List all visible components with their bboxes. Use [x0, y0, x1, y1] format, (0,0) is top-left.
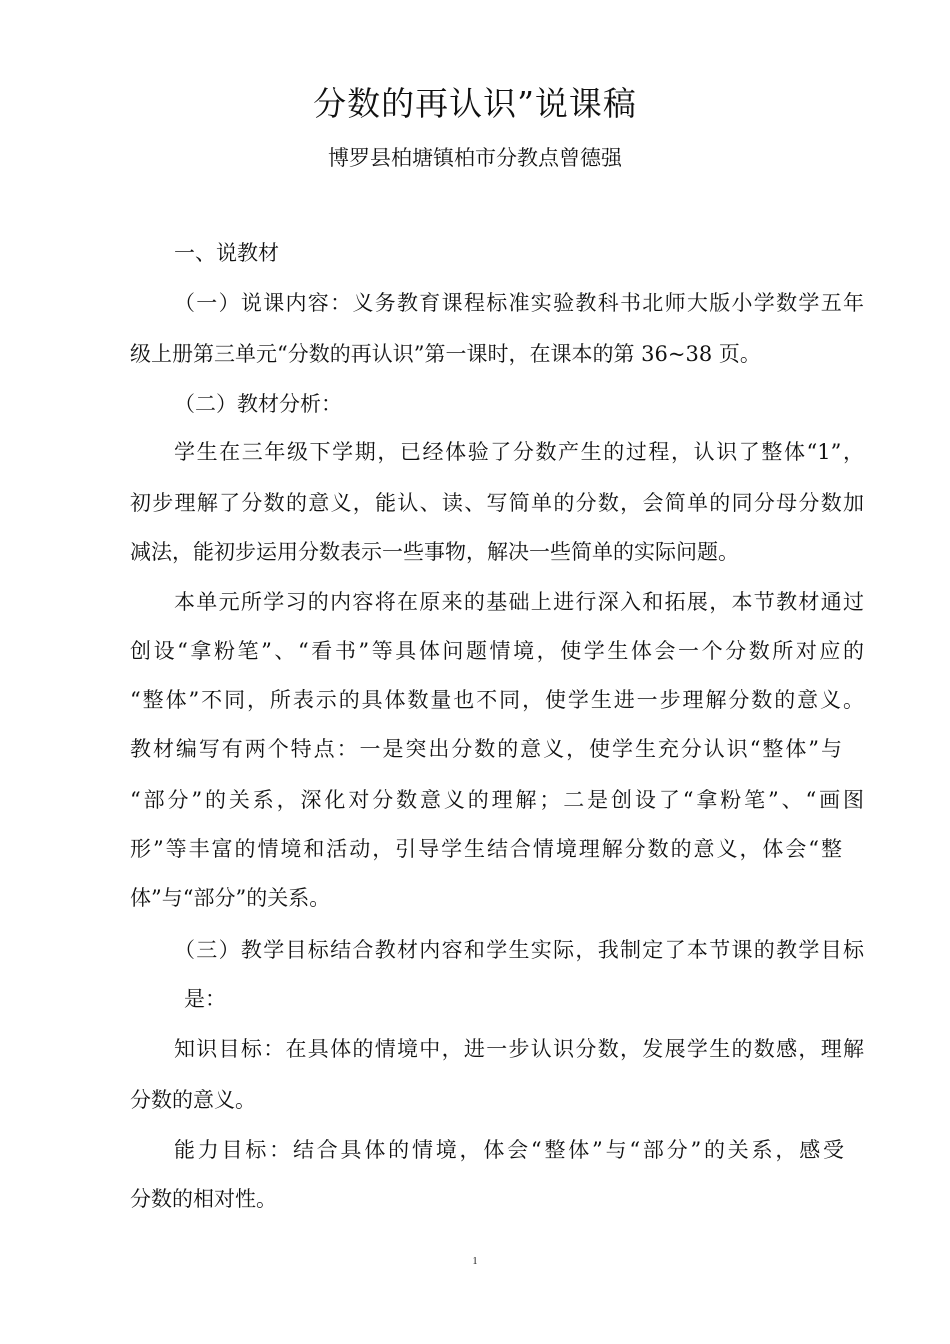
document-author: 博罗县柏塘镇柏市分教点曾德强 [328, 146, 622, 170]
paragraph-line: 体”与“部分”的关系。 [130, 886, 331, 910]
paragraph-line: 教材编写有两个特点：一是突出分数的意义，使学生充分认识“整体”与 [130, 737, 842, 761]
paragraph-line: 形”等丰富的情境和活动，引导学生结合情境理解分数的意义，体会“整 [130, 837, 842, 861]
paragraph-line: 级上册第三单元“分数的再认识”第一课时，在课本的第 36~38 页。 [130, 342, 761, 366]
section-heading: 一、说教材 [174, 241, 279, 265]
paragraph-line: 初步理解了分数的意义，能认、读、写简单的分数，会简单的同分母分数加 [130, 491, 864, 515]
paragraph-line: 分数的意义。 [130, 1088, 256, 1112]
paragraph-line: 减法，能初步运用分数表示一些事物，解决一些简单的实际问题。 [130, 540, 739, 564]
paragraph-line: 知识目标：在具体的情境中，进一步认识分数，发展学生的数感，理解 [174, 1037, 864, 1061]
paragraph-line: 能力目标：结合具体的情境，体会“整体”与“部分”的关系，感受 [174, 1138, 844, 1162]
document-title: 分数的再认识”说课稿 [313, 84, 637, 123]
paragraph-line: 学生在三年级下学期，已经体验了分数产生的过程，认识了整体“1”， [174, 440, 864, 464]
paragraph-line: “整体”不同，所表示的具体数量也不同，使学生进一步理解分数的意义。 [130, 688, 864, 712]
paragraph-line: 创设“拿粉笔”、“看书”等具体问题情境，使学生体会一个分数所对应的 [130, 639, 864, 663]
subsection-heading: （三）教学目标结合教材内容和学生实际，我制定了本节课的教学目标 [174, 938, 864, 962]
subsection-heading: （二）教材分析： [174, 392, 342, 416]
paragraph-line: 分数的相对性。 [130, 1187, 277, 1211]
paragraph-line: “部分”的关系，深化对分数意义的理解；二是创设了“拿粉笔”、“画图 [130, 788, 864, 812]
paragraph-line: 本单元所学习的内容将在原来的基础上进行深入和拓展，本节教材通过 [174, 590, 864, 614]
paragraph-line: （一）说课内容：义务教育课程标准实验教科书北师大版小学数学五年 [174, 291, 864, 315]
paragraph-line: 是： [184, 987, 226, 1011]
page-number: 1 [472, 1256, 478, 1267]
